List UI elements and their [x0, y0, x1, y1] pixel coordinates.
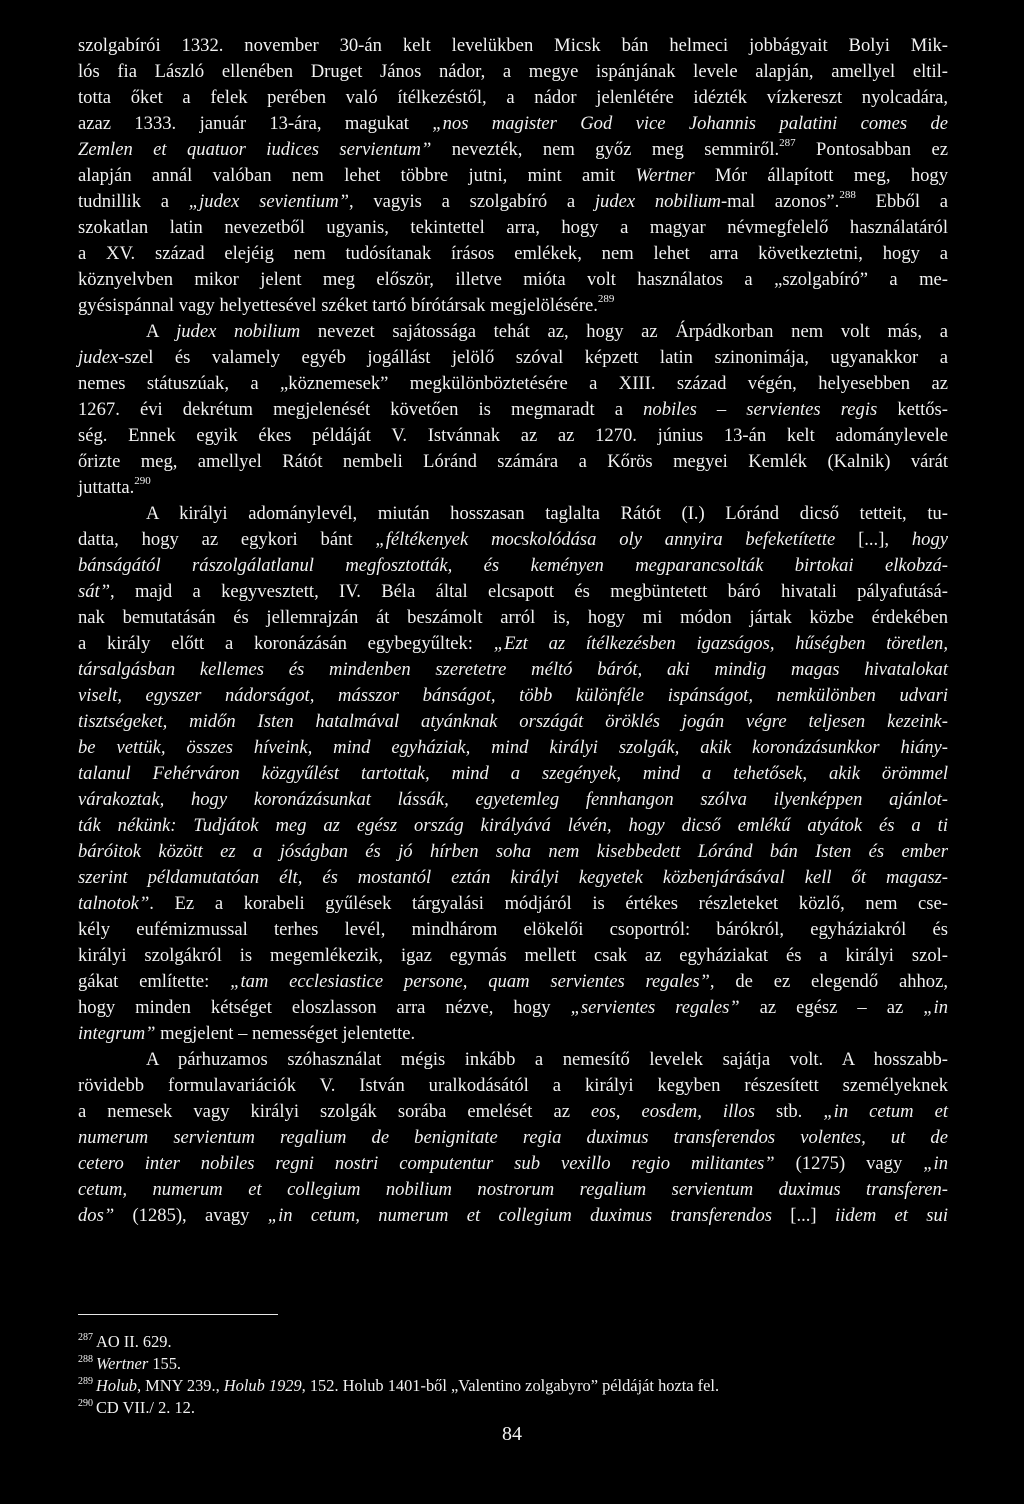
text: -szel és valamely egyéb jogállást jelölő szóval képzett latin szinonimája, ugyanakkor a: [118, 347, 948, 368]
text: A: [146, 321, 177, 342]
latin-quote: „in: [923, 1153, 948, 1174]
body-line: [78, 606, 948, 630]
latin-quote: „servientes regales”: [570, 997, 740, 1018]
body-line: [78, 736, 948, 760]
latin-quote: dos”: [78, 1205, 115, 1226]
body-line: [78, 554, 948, 578]
text: Pontosabban ez: [795, 139, 949, 160]
body-line: [78, 138, 948, 162]
quote: várakoztak, hogy koronázásunkat lássák, egyetemleg fennhangon szólva ilyenképpen ajánlot-: [78, 789, 948, 810]
text: azaz 1333. január 13-ára, magukat: [78, 113, 433, 134]
author-name: Wertner: [635, 165, 695, 186]
text: a nemesek vagy királyi szolgák sorába emelését az: [78, 1101, 592, 1122]
latin-term: eos, eosdem, illos: [591, 1101, 755, 1122]
footnote-ref[interactable]: 289: [597, 293, 615, 305]
body-line: [78, 164, 948, 188]
quote: „féltékenyek mocskolódása oly annyira befeketítette: [375, 529, 836, 550]
latin-term: judex nobilium: [594, 191, 721, 212]
body-line: [78, 632, 948, 656]
footnote-number: 287: [78, 1332, 93, 1343]
text: Mór állapított meg, hogy: [694, 165, 949, 186]
footnote-author: Wertner: [96, 1354, 149, 1373]
text: a XV. század elejéig nem tudósítanak írásos emlékek, nem lehet arra következtetni, hogy a: [78, 243, 948, 264]
latin-quote: Zemlen et quatuor iudices servientum”: [78, 139, 432, 160]
body-line: [78, 892, 948, 916]
body-line: [78, 1204, 948, 1228]
text: alapján annál valóban nem lehet többre jutni, mint amit: [78, 165, 636, 186]
footnote-author: Holub 1929: [223, 1376, 302, 1395]
text: nemes státuszúak, a „köznemesek” megkülönböztetésére a XIII. század végén, helyesebben az: [78, 373, 948, 394]
text: szolgabírói 1332. november 30-án kelt levelükben Micsk bán helmeci jobbágyait Bolyi Mik-: [78, 35, 948, 56]
body-line: [78, 86, 948, 110]
text: királyi szolgákról is megemlékezik, igaz egymás mellett csak az egyháziakat és a királyi szol-: [78, 945, 948, 966]
latin-quote: „in cetum et: [823, 1101, 948, 1122]
text: -mal azonos”.: [720, 191, 840, 212]
quote: báróitok között ez a jóságban és jó hírben soha nem kisebbedett Lóránd bán Isten és ember: [78, 841, 948, 862]
text: stb.: [754, 1101, 824, 1122]
body-line: [78, 476, 948, 500]
quote: bánságától rászolgálatlanul megfosztották, és keményen megparancsolták birtokai elkobzá-: [78, 555, 948, 576]
body-line: [78, 1178, 948, 1202]
text: hogy minden kétséget eloszlasson arra nézve, hogy: [78, 997, 571, 1018]
footnote-289: [78, 1376, 719, 1396]
footnote-text: CD VII./ 2. 12.: [96, 1398, 195, 1417]
footnote-290: [78, 1398, 195, 1418]
body-line: [78, 528, 948, 552]
body-line: [78, 1074, 948, 1098]
text: megjelent – nemességet jelentette.: [155, 1023, 416, 1044]
text: a király előtt a koronázásán egybegyűltek:: [78, 633, 494, 654]
text: A királyi adománylevél, miután hosszasan taglalta Rátót (I.) Lóránd dicső tetteit, tu-: [146, 503, 948, 524]
latin-term: nobiles – servientes regis: [643, 399, 878, 420]
body-line: [78, 658, 948, 682]
body-line: [78, 840, 948, 864]
quote: viselt, egyszer nádorságot, másszor bánságot, több különféle ispánságot, nemkülönben udvari: [78, 685, 948, 706]
text: őrizte meg, amellyel Rátót nembeli Lóránd számára a Kőrös megyei Kemlék (Kalnik) várát: [78, 451, 948, 472]
latin-quote: „in cetum, numerum et collegium duximus transferendos: [267, 1205, 772, 1226]
body-line: [146, 320, 948, 344]
body-line: [78, 710, 948, 734]
body-line: [78, 346, 948, 370]
text: juttatta.: [78, 477, 135, 498]
body-line: [78, 918, 948, 942]
quote: be vettük, összes híveink, mind egyháziak, mind királyi szolgák, akik koronázásunkkor hiány-: [78, 737, 948, 758]
text: , de ez elegendő ahhoz,: [709, 971, 948, 992]
latin-quote: „in: [923, 997, 949, 1018]
text: ség. Ennek egyik ékes példáját V. Istvánnak az az 1270. június 13-án kelt adománylevele: [78, 425, 948, 446]
body-line: [78, 398, 948, 422]
text: gákat említette:: [78, 971, 231, 992]
text: nevezték, nem győz meg semmiről.: [431, 139, 780, 160]
quote: sát”: [78, 581, 111, 602]
latin-quote: cetum, numerum et collegium nobilium nostrorum regalium servientum duximus transferen-: [78, 1179, 948, 1200]
footnote-text: AO II. 629.: [96, 1332, 172, 1351]
body-line: [78, 216, 948, 240]
footnote-text: 155.: [148, 1354, 181, 1373]
body-line: [78, 970, 948, 994]
body-line: [78, 1152, 948, 1176]
quote: társalgásban kellemes és mindenben szeretetre méltó bárót, aki mindig magas hivatalokat: [78, 659, 948, 680]
text: Ebből a: [855, 191, 948, 212]
body-line: [78, 112, 948, 136]
body-line: [78, 1100, 948, 1124]
footnote-divider: [78, 1314, 278, 1315]
text: [...]: [771, 1205, 835, 1226]
body-line: [78, 268, 948, 292]
quote: talanul Fehérváron közgyűlést tartottak, mind a szegények, mind a tehetősek, akik örömmel: [78, 763, 948, 784]
latin-quote: cetero inter nobiles regni nostri computentur sub vexillo regio militantes”: [78, 1153, 775, 1174]
body-line: [78, 944, 948, 968]
text: , vagyis a szolgabíró a: [348, 191, 595, 212]
body-line: [78, 34, 948, 58]
body-line: [78, 424, 948, 448]
body-line: [78, 1126, 948, 1150]
body-line: [78, 684, 948, 708]
quote: ták nékünk: Tudjátok meg az egész ország királyává lévén, hogy dicső emlékű atyátok és a ti: [78, 815, 948, 836]
text: kély eufémizmussal terhes levél, mindhárom elökelői csoportról: bárókról, egyháziakról és: [78, 919, 948, 940]
body-line: [78, 814, 948, 838]
footnote-text: , 152. Holub 1401-ből „Valentino zolgabyro” példáját hozta fel.: [301, 1376, 720, 1395]
text: gyésispánnal vagy helyettesével széket tartó bírótársak megjelölésére.: [78, 295, 598, 316]
latin-quote: integrum”: [78, 1023, 156, 1044]
text: nevezet sajátossága tehát az, hogy az Árpádkorban nem volt más, a: [300, 321, 949, 342]
text: (1285), avagy: [114, 1205, 268, 1226]
latin-quote: „nos magister God vice Johannis palatini comes de: [432, 113, 948, 134]
footnote-288: [78, 1354, 181, 1374]
footnote-number: 289: [78, 1376, 93, 1387]
body-line: [78, 1022, 948, 1046]
text: , majd a kegyvesztett, IV. Béla által elcsapott és megbüntetett báró hivatali pályafutásá-: [110, 581, 948, 602]
text: tudnillik a: [78, 191, 189, 212]
text: totta őket a felek perében való ítélkezéstől, a nádor jelenlétére idézték vízkereszt nyolcadára,: [78, 87, 948, 108]
text: A párhuzamos szóhasználat mégis inkább a nemesítő levelek sajátja volt. A hosszabb-: [146, 1049, 948, 1070]
body-line: [78, 450, 948, 474]
footnote-ref[interactable]: 287: [779, 137, 796, 149]
body-line: [78, 866, 948, 890]
quote: hogy: [911, 529, 949, 550]
text: . Ez a korabeli gyűlések tárgyalási módjáról is értékes részleteket közlő, nem cse-: [149, 893, 948, 914]
text: rövidebb formulavariációk V. István uralkodásától a királyi kegyben részesített személyeknek: [78, 1075, 948, 1096]
footnote-number: 288: [78, 1354, 93, 1365]
body-line: [78, 372, 948, 396]
body-line: [78, 190, 948, 214]
quote: szerint példamutatóan élt, és mostantól eztán királyi kegyetek közbenjárásával kell őt magasz-: [78, 867, 948, 888]
text: [...],: [835, 529, 912, 550]
text: az egész – az: [739, 997, 924, 1018]
footnote-text: , MNY 239.,: [136, 1376, 224, 1395]
body-line: [78, 242, 948, 266]
text: 1267. évi dekrétum megjelenését követően is megmaradt a: [78, 399, 644, 420]
text: köznyelvben mikor jelent meg először, illetve mióta volt használatos a „szolgabíró” a me-: [78, 269, 948, 290]
body-line: [146, 1048, 948, 1072]
latin-term: „judex sevientium”: [188, 191, 349, 212]
quote: „Ezt az ítélkezésben igazságos, hűségben töretlen,: [493, 633, 949, 654]
latin-term: judex: [78, 347, 119, 368]
footnote-number: 290: [78, 1398, 93, 1409]
text: lós fia László ellenében Druget János nádor, a megye ispánjának levele alapján, amellyel eltil-: [78, 61, 948, 82]
quote: tisztségeket, midőn Isten hatalmával atyánknak országát öröklés jogán végre teljesen kezeink-: [78, 711, 948, 732]
text: datta, hogy az egykori bánt: [78, 529, 376, 550]
latin-quote: iidem et sui: [834, 1205, 948, 1226]
text: (1275) vagy: [774, 1153, 924, 1174]
body-line: [78, 788, 948, 812]
footnote-author: Holub: [96, 1376, 137, 1395]
latin-quote: „tam ecclesiastice persone, quam servientes regales”: [230, 971, 710, 992]
latin-term: judex nobilium: [176, 321, 301, 342]
quote: talnotok”: [78, 893, 150, 914]
text: kettős-: [877, 399, 948, 420]
page-number: 84: [502, 1423, 522, 1445]
body-line: [78, 294, 948, 318]
text: nak bemutatásán és jellemrajzán át beszámolt arról is, hogy mi módon jártak közbe érdekében: [78, 607, 948, 628]
footnote-287: [78, 1332, 172, 1352]
body-line: [78, 580, 948, 604]
footnote-ref[interactable]: 290: [134, 475, 151, 487]
footnote-ref[interactable]: 288: [839, 189, 856, 201]
body-line: [78, 762, 948, 786]
latin-quote: numerum servientum regalium de benignitate regia duximus transferendos volentes, ut de: [78, 1127, 948, 1148]
body-line: [78, 996, 948, 1020]
body-line: [78, 60, 948, 84]
body-line: [146, 502, 948, 526]
text: szokatlan latin nevezetből ugyanis, tekintettel arra, hogy a magyar névmegfelelő használatáról: [78, 217, 948, 238]
